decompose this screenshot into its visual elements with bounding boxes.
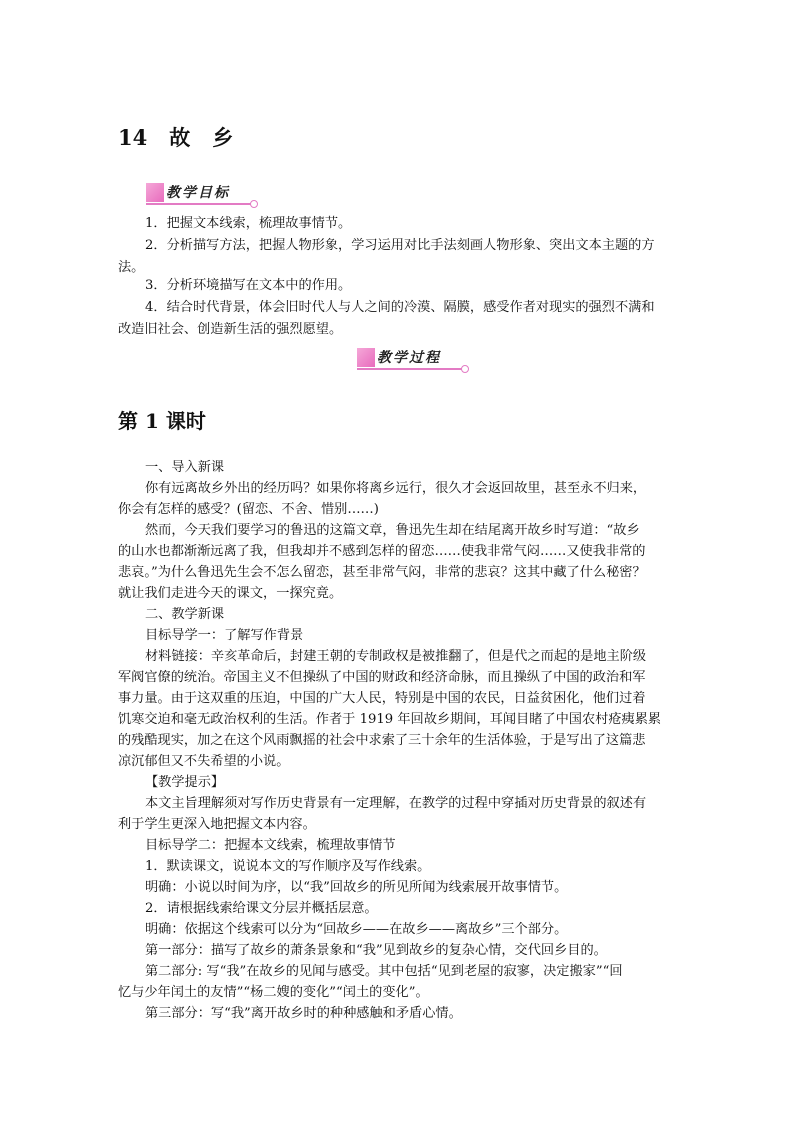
badge-dot-icon xyxy=(250,200,258,208)
title-number: 14 xyxy=(118,125,148,150)
objective-1: 1．把握文本线索，梳理故事情节。 xyxy=(145,216,352,231)
page-title xyxy=(118,122,233,152)
title-char-2: 乡 xyxy=(212,125,234,150)
body-line: 军阀官僚的统治。帝国主义不但操纵了中国的财政和经济命脉，而且操纵了中国的政治和军 xyxy=(118,670,646,685)
badge-dot-icon xyxy=(461,365,469,373)
body-line: 一、导入新课 xyxy=(145,460,225,475)
badge-underline xyxy=(146,203,252,205)
body-line: 明确：小说以时间为序，以“我”回故乡的所见所闻为线索展开故事情节。 xyxy=(145,880,568,895)
body-line: 目标导学二：把握本文线索，梳理故事情节 xyxy=(145,838,396,853)
objective-4-cont: 改造旧社会、创造新生活的强烈愿望。 xyxy=(118,322,343,337)
body-line: 的山水也都渐渐远离了我，但我却并不感到怎样的留恋……使我非常气闷……又使我非常的 xyxy=(118,544,646,559)
objective-2: 2．分析描写方法，把握人物形象，学习运用对比手法刻画人物形象、突出文本主题的方 xyxy=(145,238,655,253)
objective-4: 4．结合时代背景，体会旧时代人与人之间的冷漠、隔膜，感受作者对现实的强烈不满和 xyxy=(145,300,655,315)
body-line: 利于学生更深入地把握文本内容。 xyxy=(118,817,316,832)
body-line: 目标导学一：了解写作背景 xyxy=(145,628,304,643)
badge-accent-bar xyxy=(146,183,164,202)
body-line: 忆与少年闰土的友情”“杨二嫂的变化”“闰土的变化”。 xyxy=(118,985,429,1000)
body-line: 悲哀。”为什么鲁迅先生会不怎么留恋，甚至非常气闷，非常的悲哀？这其中藏了什么秘密？ xyxy=(118,565,646,580)
body-line: 饥寒交迫和毫无政治权利的生活。作者于 1919 年回故乡期间，耳闻目睹了中国农村疮痍累累 xyxy=(118,712,662,727)
title-char-1: 故 xyxy=(169,125,191,150)
body-line: 第三部分：写“我”离开故乡时的种种感触和矛盾心情。 xyxy=(145,1006,462,1021)
body-line: 然而，今天我们要学习的鲁迅的这篇文章，鲁迅先生却在结尾离开故乡时写道：“故乡 xyxy=(145,523,640,538)
objective-2-cont: 法。 xyxy=(118,260,145,275)
process-badge xyxy=(357,346,469,372)
body-line: 你会有怎样的感受？(留恋、不舍、惜别……) xyxy=(118,502,379,517)
body-line: 你有远离故乡外出的经历吗？如果你将离乡远行，很久才会返回故里，甚至永不归来， xyxy=(145,481,647,496)
badge-label: 教学过程 xyxy=(377,350,441,366)
badge-label: 教学目标 xyxy=(166,185,230,201)
objectives-badge xyxy=(146,181,258,207)
body-line: 第二部分: 写“我”在故乡的见闻与感受。其中包括“见到老屋的寂寥，决定搬家”“回 xyxy=(145,964,623,979)
badge-accent-bar xyxy=(357,348,375,367)
body-line: 二、教学新课 xyxy=(145,607,225,622)
body-line: 的残酷现实，加之在这个风雨飘摇的社会中求索了三十余年的生活体验，于是写出了这篇悲 xyxy=(118,733,646,748)
badge-underline xyxy=(357,368,463,370)
body-line: 本文主旨理解须对写作历史背景有一定理解，在教学的过程中穿插对历史背景的叙述有 xyxy=(145,796,647,811)
body-line: 2．请根据线索给课文分层并概括层意。 xyxy=(145,901,378,916)
body-line: 1．默读课文，说说本文的写作顺序及写作线索。 xyxy=(145,859,431,874)
body-line: 材料链接：辛亥革命后，封建王朝的专制政权是被推翻了，但是代之而起的是地主阶级 xyxy=(145,649,647,664)
body-line: 事力量。由于这双重的压迫，中国的广大人民，特别是中国的农民，日益贫困化，他们过着 xyxy=(118,691,646,706)
body-line: 凉沉郁但又不失希望的小说。 xyxy=(118,754,290,769)
objective-3: 3．分析环境描写在文本中的作用。 xyxy=(145,278,352,293)
body-line: 就让我们走进今天的课文，一探究竟。 xyxy=(118,586,343,601)
body-line: 【教学提示】 xyxy=(145,775,225,790)
body-line: 第一部分：描写了故乡的萧条景象和“我”见到故乡的复杂心情，交代回乡目的。 xyxy=(145,943,607,958)
lesson-title: 第 1 课时 xyxy=(118,409,206,433)
body-line: 明确：依据这个线索可以分为“回故乡——在故乡——离故乡”三个部分。 xyxy=(145,922,568,937)
